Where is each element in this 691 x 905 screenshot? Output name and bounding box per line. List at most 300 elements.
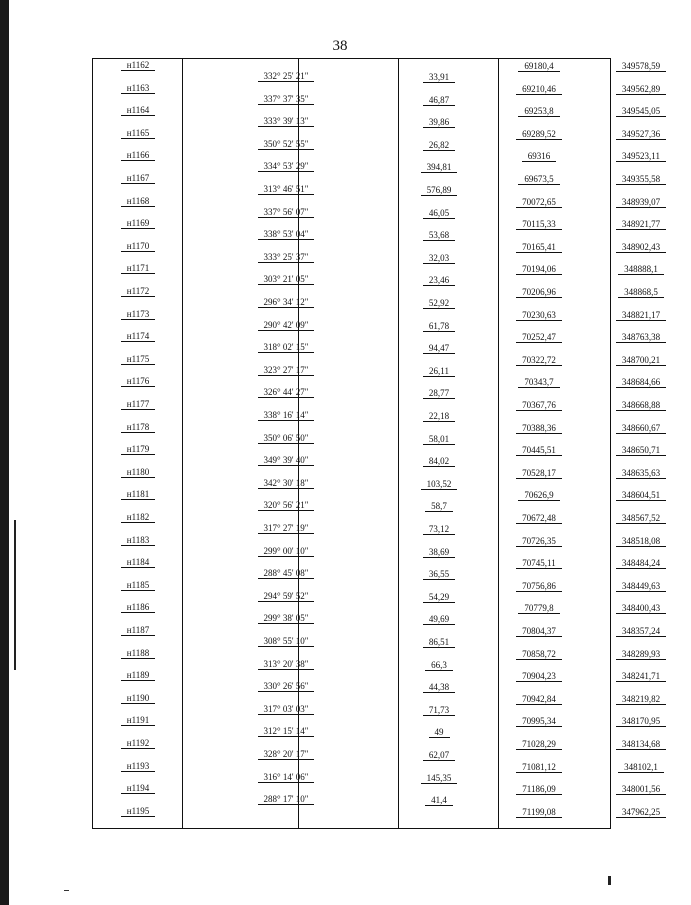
point-label-text: н1178: [121, 422, 155, 433]
segment-length: [389, 275, 489, 285]
y-coordinate-text: 348484,24: [616, 558, 666, 569]
direction-angle-text: 303° 21' 05": [258, 274, 315, 285]
point-label-text: н1166: [121, 150, 155, 161]
point-label: [93, 331, 183, 341]
direction-angle-text: 326° 44' 27": [258, 387, 315, 398]
direction-angle: [183, 772, 389, 782]
segment-length-text: 73,12: [423, 524, 455, 535]
segment-length: [389, 72, 489, 82]
y-coordinate: [591, 174, 691, 184]
point-label-text: н1163: [121, 83, 155, 94]
direction-angle: [183, 274, 389, 284]
point-label-text: н1175: [121, 354, 155, 365]
y-coordinate: [591, 423, 691, 433]
segment-length-text: 22,18: [423, 411, 455, 422]
direction-angle-text: 288° 45' 08": [258, 568, 315, 579]
direction-angle: [183, 568, 389, 578]
direction-angle: [183, 613, 389, 623]
y-coordinate: [591, 716, 691, 726]
x-coordinate-text: 69289,52: [516, 129, 562, 140]
y-coordinate-text: 348449,63: [616, 581, 666, 592]
y-coordinate: [591, 287, 691, 297]
y-coordinate-text: 348518,08: [616, 536, 666, 547]
x-coordinate: [489, 671, 589, 681]
direction-angle-text: 334° 53' 29": [258, 161, 315, 172]
segment-length-text: 38,69: [423, 547, 455, 558]
segment-length-text: 145,35: [421, 773, 458, 784]
point-label-text: н1189: [121, 670, 155, 681]
y-coordinate: [591, 332, 691, 342]
y-coordinate: [591, 355, 691, 365]
y-coordinate: [591, 61, 691, 71]
direction-angle-text: 317° 27' 19": [258, 523, 315, 534]
point-label: [93, 218, 183, 228]
segment-length: [389, 140, 489, 150]
point-label-text: н1176: [121, 376, 155, 387]
y-coordinate: [591, 581, 691, 591]
direction-angle: [183, 229, 389, 239]
y-coordinate: [591, 310, 691, 320]
y-coordinate: [591, 536, 691, 546]
direction-angle-text: 350° 06' 50": [258, 433, 315, 444]
point-label: [93, 354, 183, 364]
y-coordinate: [591, 197, 691, 207]
coordinates-table: [92, 58, 661, 829]
direction-angle: [183, 433, 389, 443]
segment-length: [389, 95, 489, 105]
x-coordinate: [489, 468, 589, 478]
x-coordinate-text: 70779,8: [518, 603, 559, 614]
y-coordinate: [591, 807, 691, 817]
segment-length: [389, 456, 489, 466]
direction-angle-text: 337° 37' 35": [258, 94, 315, 105]
direction-angle-text: 333° 39' 13": [258, 116, 315, 127]
point-label: [93, 128, 183, 138]
x-coordinate-text: 69316: [522, 151, 557, 162]
x-coordinate-text: 70626,9: [518, 490, 559, 501]
point-label-text: н1169: [121, 218, 155, 229]
y-coordinate-text: 348939,07: [616, 197, 666, 208]
direction-angle-text: 338° 16' 14": [258, 410, 315, 421]
point-label: [93, 806, 183, 816]
y-coordinate-text: 349545,05: [616, 106, 666, 117]
point-label-text: н1183: [121, 535, 155, 546]
point-label: [93, 648, 183, 658]
segment-length: [389, 366, 489, 376]
point-label-text: н1181: [121, 489, 155, 500]
x-coordinate: [489, 151, 589, 161]
segment-length: [389, 162, 489, 172]
x-coordinate: [489, 490, 589, 500]
direction-angle: [183, 794, 389, 804]
y-coordinate: [591, 106, 691, 116]
segment-length-text: 46,87: [423, 95, 455, 106]
segment-length: [389, 750, 489, 760]
x-coordinate-text: 70115,33: [516, 219, 561, 230]
point-label-text: н1179: [121, 444, 155, 455]
y-coordinate-text: 348660,67: [616, 423, 666, 434]
y-coordinate-text: 348888,1: [618, 264, 664, 275]
direction-angle: [183, 207, 389, 217]
x-coordinate-text: 70745,11: [516, 558, 561, 569]
x-coordinate-text: 71081,12: [516, 762, 562, 773]
x-coordinate-text: 69253,8: [518, 106, 559, 117]
direction-angle-text: 288° 17' 10": [258, 794, 315, 805]
point-label-text: н1165: [121, 128, 155, 139]
x-coordinate: [489, 129, 589, 139]
direction-angle: [183, 523, 389, 533]
segment-length-text: 54,29: [423, 592, 455, 603]
y-coordinate-text: 348868,5: [618, 287, 664, 298]
segment-length: [389, 524, 489, 534]
point-label-text: н1186: [121, 602, 155, 613]
point-label-text: н1182: [121, 512, 155, 523]
direction-angle: [183, 342, 389, 352]
y-coordinate-text: 348635,63: [616, 468, 666, 479]
y-coordinate-text: 348700,21: [616, 355, 666, 366]
x-coordinate-text: 70165,41: [516, 242, 562, 253]
segment-length: [389, 321, 489, 331]
x-coordinate: [489, 400, 589, 410]
point-label: [93, 535, 183, 545]
segment-length-text: 58,01: [423, 434, 455, 445]
segment-length: [389, 343, 489, 353]
segment-length-text: 41,4: [425, 795, 453, 806]
point-label-text: н1167: [121, 173, 155, 184]
margin-dash: [64, 890, 69, 891]
point-label: [93, 580, 183, 590]
segment-length-text: 32,03: [423, 253, 455, 264]
direction-angle: [183, 365, 389, 375]
y-coordinate-text: 348902,43: [616, 242, 666, 253]
y-coordinate: [591, 603, 691, 613]
point-label: [93, 467, 183, 477]
point-label: [93, 60, 183, 70]
y-coordinate-text: 348241,71: [616, 671, 666, 682]
segment-length-text: 44,38: [423, 682, 455, 693]
y-coordinate: [591, 626, 691, 636]
segment-length-text: 58,7: [425, 501, 453, 512]
y-coordinate-text: 348763,38: [616, 332, 666, 343]
direction-angle-text: 338° 53' 04": [258, 229, 315, 240]
y-coordinate: [591, 784, 691, 794]
direction-angle: [183, 726, 389, 736]
direction-angle-text: 316° 14' 06": [258, 772, 315, 783]
x-coordinate-text: 70322,72: [516, 355, 562, 366]
point-label: [93, 715, 183, 725]
x-coordinate-text: 71186,09: [516, 784, 561, 795]
point-label: [93, 83, 183, 93]
direction-angle: [183, 252, 389, 262]
segment-length: [389, 773, 489, 783]
direction-angle: [183, 387, 389, 397]
x-coordinate-text: 70942,84: [516, 694, 562, 705]
y-coordinate-text: 349578,59: [616, 61, 666, 72]
y-coordinate-text: 348567,52: [616, 513, 666, 524]
y-coordinate: [591, 242, 691, 252]
direction-angle: [183, 116, 389, 126]
segment-length-text: 26,82: [423, 140, 455, 151]
x-coordinate-text: 69180,4: [518, 61, 559, 72]
segment-length: [389, 185, 489, 195]
direction-angle-text: 296° 34' 12": [258, 297, 315, 308]
direction-angle: [183, 297, 389, 307]
point-label: [93, 399, 183, 409]
x-coordinate-text: 70445,51: [516, 445, 562, 456]
segment-length-text: 103,52: [421, 479, 458, 490]
point-label: [93, 670, 183, 680]
y-coordinate-text: 348170,95: [616, 716, 666, 727]
x-coordinate: [489, 310, 589, 320]
segment-length-text: 53,68: [423, 230, 455, 241]
x-coordinate: [489, 807, 589, 817]
y-coordinate-text: 348650,71: [616, 445, 666, 456]
y-coordinate: [591, 468, 691, 478]
direction-angle: [183, 500, 389, 510]
y-coordinate-text: 348668,88: [616, 400, 666, 411]
point-label-text: н1171: [121, 263, 155, 274]
segment-length: [389, 411, 489, 421]
x-coordinate: [489, 106, 589, 116]
x-coordinate: [489, 264, 589, 274]
segment-length-text: 61,78: [423, 321, 455, 332]
segment-length-text: 33,91: [423, 72, 455, 83]
y-coordinate-text: 348001,56: [616, 784, 666, 795]
point-label-text: н1185: [121, 580, 155, 591]
point-label-text: н1184: [121, 557, 155, 568]
point-label-text: н1174: [121, 331, 155, 342]
direction-angle-text: 313° 20' 38": [258, 659, 315, 670]
x-coordinate: [489, 377, 589, 387]
segment-length-text: 26,11: [423, 366, 455, 377]
segment-length-text: 23,46: [423, 275, 455, 286]
segment-length: [389, 682, 489, 692]
segment-length: [389, 637, 489, 647]
y-coordinate-text: 349527,36: [616, 129, 666, 140]
x-coordinate: [489, 603, 589, 613]
segment-length-text: 66,3: [425, 660, 453, 671]
point-label-text: н1168: [121, 196, 155, 207]
segment-length: [389, 208, 489, 218]
segment-length: [389, 592, 489, 602]
segment-length: [389, 388, 489, 398]
point-label-text: н1173: [121, 309, 155, 320]
y-coordinate-text: 348921,77: [616, 219, 666, 230]
y-coordinate-text: 348134,68: [616, 739, 666, 750]
direction-angle-text: 330° 26' 56": [258, 681, 315, 692]
direction-angle-text: 337° 56' 07": [258, 207, 315, 218]
margin-mark: [608, 876, 611, 885]
direction-angle: [183, 320, 389, 330]
point-label: [93, 761, 183, 771]
segment-length-text: 71,73: [423, 705, 455, 716]
segment-length: [389, 660, 489, 670]
segment-length-text: 94,47: [423, 343, 455, 354]
x-coordinate-text: 71028,29: [516, 739, 562, 750]
x-coordinate-text: 70072,65: [516, 197, 562, 208]
segment-length-text: 46,05: [423, 208, 455, 219]
direction-angle: [183, 659, 389, 669]
direction-angle-text: 350° 52' 55": [258, 139, 315, 150]
point-label-text: н1177: [121, 399, 155, 410]
x-coordinate: [489, 332, 589, 342]
y-coordinate: [591, 445, 691, 455]
segment-length-text: 49: [429, 727, 450, 738]
y-coordinate-text: 348289,93: [616, 649, 666, 660]
direction-angle: [183, 636, 389, 646]
x-coordinate: [489, 716, 589, 726]
direction-angle-text: 349° 39' 40": [258, 455, 315, 466]
point-label: [93, 173, 183, 183]
segment-length: [389, 569, 489, 579]
point-label: [93, 693, 183, 703]
direction-angle-text: 290° 42' 09": [258, 320, 315, 331]
point-label: [93, 376, 183, 386]
direction-angle: [183, 184, 389, 194]
x-coordinate-text: 70343,7: [518, 377, 559, 388]
segment-length-text: 394,81: [421, 162, 458, 173]
segment-length: [389, 547, 489, 557]
point-label-text: н1187: [121, 625, 155, 636]
y-coordinate-text: 348102,1: [618, 762, 664, 773]
segment-length: [389, 230, 489, 240]
point-label-text: н1191: [121, 715, 155, 726]
segment-length-text: 576,89: [421, 185, 458, 196]
segment-length: [389, 614, 489, 624]
y-coordinate: [591, 151, 691, 161]
point-label: [93, 309, 183, 319]
y-coordinate: [591, 219, 691, 229]
point-label: [93, 196, 183, 206]
segment-length: [389, 501, 489, 511]
point-label: [93, 444, 183, 454]
direction-angle-text: 308° 55' 10": [258, 636, 315, 647]
y-coordinate: [591, 694, 691, 704]
segment-length: [389, 434, 489, 444]
segment-length: [389, 479, 489, 489]
x-coordinate: [489, 287, 589, 297]
x-coordinate-text: 70858,72: [516, 649, 562, 660]
x-coordinate-text: 70726,35: [516, 536, 562, 547]
x-coordinate: [489, 649, 589, 659]
x-coordinate: [489, 739, 589, 749]
point-label-text: н1180: [121, 467, 155, 478]
point-label-text: н1195: [121, 806, 155, 817]
direction-angle-text: 299° 00' 10": [258, 546, 315, 557]
segment-length: [389, 727, 489, 737]
segment-length-text: 39,86: [423, 117, 455, 128]
point-label: [93, 625, 183, 635]
point-label: [93, 783, 183, 793]
x-coordinate-text: 70672,48: [516, 513, 562, 524]
direction-angle: [183, 161, 389, 171]
y-coordinate: [591, 84, 691, 94]
segment-length-text: 84,02: [423, 456, 455, 467]
x-coordinate: [489, 197, 589, 207]
y-coordinate-text: 348684,66: [616, 377, 666, 388]
direction-angle: [183, 139, 389, 149]
y-coordinate-text: 348400,43: [616, 603, 666, 614]
x-coordinate: [489, 762, 589, 772]
x-coordinate-text: 70528,17: [516, 468, 562, 479]
point-label-text: н1164: [121, 105, 155, 116]
x-coordinate: [489, 784, 589, 794]
point-label: [93, 105, 183, 115]
segment-length-text: 28,77: [423, 388, 455, 399]
x-coordinate-text: 70230,63: [516, 310, 562, 321]
segment-length-text: 62,07: [423, 750, 455, 761]
point-label: [93, 489, 183, 499]
direction-angle: [183, 478, 389, 488]
binding-edge: [0, 0, 9, 905]
x-coordinate-text: 70904,23: [516, 671, 562, 682]
y-coordinate: [591, 264, 691, 274]
x-coordinate-text: 70194,06: [516, 264, 562, 275]
direction-angle: [183, 591, 389, 601]
direction-angle: [183, 410, 389, 420]
y-coordinate: [591, 558, 691, 568]
y-coordinate: [591, 739, 691, 749]
point-label-text: н1172: [121, 286, 155, 297]
direction-angle-text: 299° 38' 05": [258, 613, 315, 624]
x-coordinate: [489, 61, 589, 71]
y-coordinate-text: 348821,17: [616, 310, 666, 321]
direction-angle: [183, 546, 389, 556]
segment-length: [389, 253, 489, 263]
point-label: [93, 512, 183, 522]
x-coordinate: [489, 174, 589, 184]
x-coordinate-text: 70388,36: [516, 423, 562, 434]
x-coordinate: [489, 445, 589, 455]
direction-angle-text: 328° 20' 17": [258, 749, 315, 760]
y-coordinate: [591, 649, 691, 659]
point-label-text: н1170: [121, 241, 155, 252]
point-label: [93, 286, 183, 296]
point-label-text: н1194: [121, 783, 155, 794]
point-label: [93, 738, 183, 748]
x-coordinate: [489, 242, 589, 252]
x-coordinate: [489, 355, 589, 365]
x-coordinate: [489, 626, 589, 636]
point-label-text: н1162: [121, 60, 155, 71]
y-coordinate-text: 349562,89: [616, 84, 666, 95]
x-coordinate: [489, 581, 589, 591]
x-coordinate-text: 70367,76: [516, 400, 562, 411]
x-coordinate-text: 71199,08: [516, 807, 561, 818]
point-label-text: н1193: [121, 761, 155, 772]
point-label: [93, 557, 183, 567]
direction-angle: [183, 749, 389, 759]
y-coordinate: [591, 129, 691, 139]
x-coordinate: [489, 423, 589, 433]
y-coordinate: [591, 490, 691, 500]
point-label-text: н1190: [121, 693, 155, 704]
x-coordinate-text: 69210,46: [516, 84, 562, 95]
point-label: [93, 602, 183, 612]
direction-angle: [183, 681, 389, 691]
segment-length: [389, 117, 489, 127]
x-coordinate-text: 70756,86: [516, 581, 562, 592]
y-coordinate-text: 349355,58: [616, 174, 666, 185]
segment-length-text: 52,92: [423, 298, 455, 309]
direction-angle-text: 318° 02' 15": [258, 342, 315, 353]
direction-angle-text: 342° 30' 18": [258, 478, 315, 489]
segment-length-text: 36,55: [423, 569, 455, 580]
y-coordinate-text: 348604,51: [616, 490, 666, 501]
direction-angle: [183, 455, 389, 465]
point-label: [93, 150, 183, 160]
x-coordinate-text: 70206,96: [516, 287, 562, 298]
